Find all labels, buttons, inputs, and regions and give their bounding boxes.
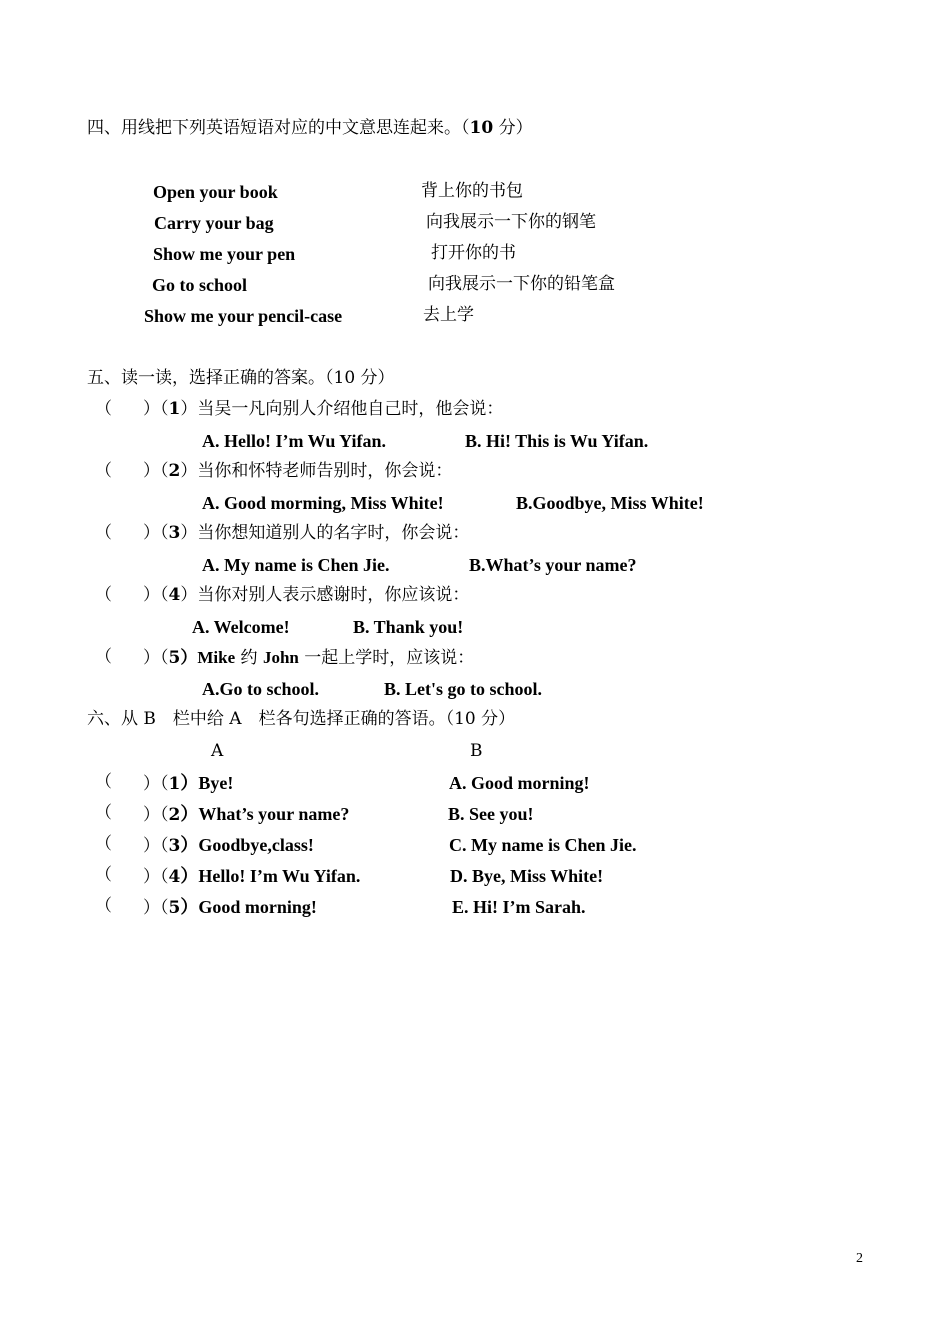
- question-prompt: ）（3）当你想知道别人的名字时，你会说：: [143, 523, 470, 543]
- phrase-en-3: Show me your pen: [153, 244, 296, 264]
- answer-bracket[interactable]: （: [95, 803, 112, 823]
- question-a: ）（3）Goodbye,class!: [143, 835, 314, 856]
- option-a: A. Welcome!: [192, 617, 290, 637]
- answer-bracket[interactable]: （: [95, 834, 112, 854]
- phrase-en-2: Carry your bag: [154, 213, 274, 233]
- section-5-heading: 五、读一读，选择正确的答案。（10 分）: [87, 368, 395, 388]
- section-4-heading: 四、用线把下列英语短语对应的中文意思连起来。（10 分）: [87, 118, 533, 138]
- answer-bracket[interactable]: （: [95, 647, 112, 667]
- option-b: B.Goodbye, Miss White!: [516, 493, 704, 513]
- answer-b: C. My name is Chen Jie.: [449, 835, 637, 855]
- answer-b: B. See you!: [448, 804, 534, 824]
- option-b: B.What’s your name?: [469, 555, 637, 575]
- column-b-label: B: [470, 741, 483, 761]
- option-b: B. Thank you!: [353, 617, 464, 637]
- question-a: ）（1）Bye!: [143, 773, 234, 794]
- answer-bracket[interactable]: （: [95, 772, 112, 792]
- option-a: A. Good morming, Miss White!: [202, 493, 444, 513]
- question-prompt: ）（4）当你对别人表示感谢时，你应该说：: [143, 585, 470, 605]
- option-b: B. Let's go to school.: [384, 679, 543, 699]
- answer-b: E. Hi! I’m Sarah.: [452, 897, 586, 917]
- phrase-cn-1: 背上你的书包: [421, 181, 523, 201]
- phrase-en-4: Go to school: [152, 275, 248, 295]
- answer-bracket[interactable]: （: [95, 585, 112, 605]
- page-number: 2: [856, 1251, 863, 1266]
- phrase-en-1: Open your book: [153, 182, 278, 202]
- phrase-cn-5: 去上学: [423, 305, 474, 325]
- question-a: ）（5）Good morning!: [143, 897, 317, 918]
- answer-bracket[interactable]: （: [95, 523, 112, 543]
- phrase-en-5: Show me your pencil-case: [144, 306, 343, 326]
- answer-b: A. Good morning!: [449, 773, 590, 793]
- answer-bracket[interactable]: （: [95, 865, 112, 885]
- phrase-cn-4: 向我展示一下你的铅笔盒: [428, 274, 615, 294]
- option-a: A. Hello! I’m Wu Yifan.: [202, 431, 387, 451]
- option-a: A. My name is Chen Jie.: [202, 555, 390, 575]
- phrase-cn-3: 打开你的书: [431, 243, 516, 263]
- answer-b: D. Bye, Miss White!: [450, 866, 604, 886]
- answer-bracket[interactable]: （: [95, 399, 112, 419]
- column-a-label: A: [211, 741, 224, 761]
- question-prompt: ）（5）Mike 约 John 一起上学时，应该说：: [143, 648, 475, 668]
- answer-bracket[interactable]: （: [95, 461, 112, 481]
- question-prompt: ）（1）当吴一凡向别人介绍他自己时，他会说：: [143, 399, 504, 419]
- option-a: A.Go to school.: [202, 679, 319, 699]
- section-6-heading: 六、从 B 栏中给 A 栏各句选择正确的答语。（10 分）: [87, 709, 516, 729]
- question-a: ）（4）Hello! I’m Wu Yifan.: [143, 866, 361, 887]
- question-a: ）（2）What’s your name?: [143, 804, 350, 825]
- phrase-cn-2: 向我展示一下你的钢笔: [426, 212, 596, 232]
- question-prompt: ）（2）当你和怀特老师告别时，你会说：: [143, 461, 453, 481]
- answer-bracket[interactable]: （: [95, 896, 112, 916]
- option-b: B. Hi! This is Wu Yifan.: [465, 431, 649, 451]
